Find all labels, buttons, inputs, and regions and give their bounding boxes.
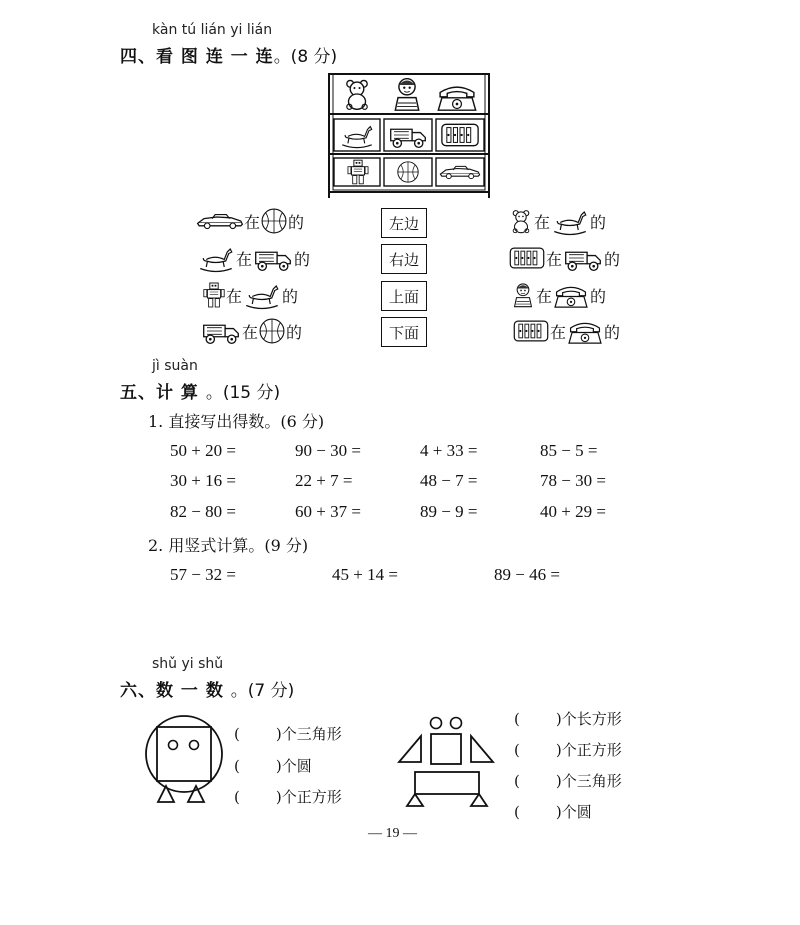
equation[interactable]: 40 + 29 = xyxy=(540,502,606,521)
square xyxy=(157,727,211,781)
count-blank[interactable] xyxy=(234,723,342,744)
toy-truck-icon xyxy=(252,244,294,272)
open-paren: ( xyxy=(514,741,520,759)
doll-icon xyxy=(395,79,418,111)
section5-pinyin: jì suàn xyxy=(152,358,198,374)
left-statement-2[interactable] xyxy=(196,243,310,273)
basketball-icon xyxy=(260,207,288,235)
robot-icon xyxy=(202,280,226,310)
part2-label: 2. 用竖式计算。(9 分) xyxy=(148,536,309,555)
telephone-icon xyxy=(566,317,604,345)
count-blank[interactable] xyxy=(234,786,342,807)
close-paren: ) xyxy=(275,725,282,743)
section6-points: 。(7 分) xyxy=(230,681,295,701)
left-statement-1[interactable] xyxy=(196,206,304,236)
section5-title xyxy=(120,378,280,403)
close-paren: ) xyxy=(555,741,562,759)
suffix-text: 的 xyxy=(282,286,299,306)
connector-text: 在 xyxy=(236,249,253,269)
doll-icon xyxy=(510,281,536,309)
page-number: — 19 — xyxy=(368,826,417,841)
answer-box-below[interactable]: 下面 xyxy=(381,317,427,347)
suffix-text: 的 xyxy=(604,249,621,269)
count-label: 个正方形 xyxy=(281,788,342,806)
count-label: 个三角形 xyxy=(561,772,622,790)
small-circle xyxy=(190,741,199,750)
answer-box-right[interactable]: 右边 xyxy=(381,244,427,274)
small-circle xyxy=(169,741,178,750)
toy-truck-icon xyxy=(200,317,242,345)
toy-car-icon xyxy=(196,211,244,231)
telephone-icon xyxy=(552,281,590,309)
open-paren: ( xyxy=(514,803,520,821)
teddy-bear-icon xyxy=(508,207,534,235)
vertical-calc-item[interactable]: 57 − 32 = xyxy=(170,565,236,584)
open-paren: ( xyxy=(514,772,520,790)
section4-pinyin: kàn tú lián yi lián xyxy=(152,22,273,38)
connector-text: 在 xyxy=(534,212,551,232)
suffix-text: 的 xyxy=(286,322,303,342)
suffix-text: 的 xyxy=(590,286,607,306)
equation[interactable]: 50 + 20 = xyxy=(170,441,236,460)
basketball-icon xyxy=(398,162,418,182)
triangle xyxy=(407,794,423,806)
equation[interactable]: 4 + 33 = xyxy=(420,441,478,460)
xylophone-icon xyxy=(442,124,478,145)
open-paren: ( xyxy=(234,725,240,743)
rocking-horse-icon xyxy=(342,127,371,148)
section6-title-text: 六、数 一 数 xyxy=(120,681,224,701)
rocking-horse-icon xyxy=(196,243,236,273)
close-paren: ) xyxy=(555,772,562,790)
section6-pinyin: shǔ yi shǔ xyxy=(152,656,224,672)
robot-icon xyxy=(348,160,368,184)
count-label: 个圆 xyxy=(561,803,592,821)
equation[interactable]: 89 − 9 = xyxy=(420,502,478,521)
connector-text: 在 xyxy=(242,322,259,342)
section5-title-text: 五、计 算 xyxy=(120,383,199,403)
section5-points: 。(15 分) xyxy=(205,383,281,403)
count-label: 个圆 xyxy=(281,757,312,775)
connector-text: 在 xyxy=(244,212,261,232)
rectangle xyxy=(415,772,479,794)
equation[interactable]: 22 + 7 = xyxy=(295,471,353,490)
right-statement-4[interactable] xyxy=(512,316,620,346)
right-statement-1[interactable] xyxy=(508,206,606,236)
rocking-horse-icon xyxy=(242,280,282,310)
suffix-text: 的 xyxy=(604,322,621,342)
toy-car-icon xyxy=(440,166,479,178)
teddy-bear-icon xyxy=(347,80,367,109)
small-circle xyxy=(451,718,462,729)
count-blank[interactable] xyxy=(234,755,312,776)
count-label: 个正方形 xyxy=(561,741,622,759)
equation[interactable]: 85 − 5 = xyxy=(540,441,598,460)
equation[interactable]: 48 − 7 = xyxy=(420,471,478,490)
left-statement-4[interactable] xyxy=(200,316,302,346)
vertical-calc-item[interactable]: 89 − 46 = xyxy=(494,565,560,584)
equation[interactable]: 60 + 37 = xyxy=(295,502,361,521)
close-paren: ) xyxy=(275,788,282,806)
section6-title xyxy=(120,676,294,701)
count-blank[interactable] xyxy=(514,770,622,791)
connector-text: 在 xyxy=(226,286,243,306)
answer-box-above[interactable]: 上面 xyxy=(381,281,427,311)
equation[interactable]: 30 + 16 = xyxy=(170,471,236,490)
basketball-icon xyxy=(258,317,286,345)
suffix-text: 的 xyxy=(590,212,607,232)
triangle xyxy=(399,736,421,762)
shape-figure-2 xyxy=(395,712,505,812)
connector-text: 在 xyxy=(536,286,553,306)
telephone-icon xyxy=(438,87,475,110)
rocking-horse-icon xyxy=(550,206,590,236)
close-paren: ) xyxy=(555,710,562,728)
suffix-text: 的 xyxy=(288,212,305,232)
open-paren: ( xyxy=(514,710,520,728)
section4-title-text: 四、看 图 连 一 连 xyxy=(120,47,274,67)
vertical-calc-item[interactable]: 45 + 14 = xyxy=(332,565,398,584)
close-paren: ) xyxy=(275,757,282,775)
count-blank[interactable] xyxy=(514,739,622,760)
suffix-text: 的 xyxy=(294,249,311,269)
close-paren: ) xyxy=(555,803,562,821)
equation[interactable]: 90 − 30 = xyxy=(295,441,361,460)
count-label: 个三角形 xyxy=(281,725,342,743)
shape-figure-1 xyxy=(140,710,230,810)
triangle xyxy=(471,736,493,762)
small-circle xyxy=(431,718,442,729)
toy-shelf-picture xyxy=(326,72,492,200)
triangle xyxy=(471,794,487,806)
connector-text: 在 xyxy=(546,249,563,269)
count-blank[interactable] xyxy=(514,801,592,822)
right-statement-3[interactable] xyxy=(510,280,606,310)
xylophone-icon xyxy=(508,245,546,271)
open-paren: ( xyxy=(234,757,240,775)
connector-text: 在 xyxy=(550,322,567,342)
count-blank[interactable] xyxy=(514,708,622,729)
toy-truck-icon xyxy=(391,129,426,147)
section4-points: 。(8 分) xyxy=(273,47,338,67)
part1-label: 1. 直接写出得数。(6 分) xyxy=(148,412,325,431)
square xyxy=(431,734,461,764)
right-statement-2[interactable] xyxy=(508,243,620,273)
section4-title xyxy=(120,42,337,67)
left-statement-3[interactable] xyxy=(202,280,298,310)
equation[interactable]: 78 − 30 = xyxy=(540,471,606,490)
count-label: 个长方形 xyxy=(561,710,622,728)
answer-box-left[interactable]: 左边 xyxy=(381,208,427,238)
toy-truck-icon xyxy=(562,244,604,272)
xylophone-icon xyxy=(512,318,550,344)
open-paren: ( xyxy=(234,788,240,806)
equation[interactable]: 82 − 80 = xyxy=(170,502,236,521)
